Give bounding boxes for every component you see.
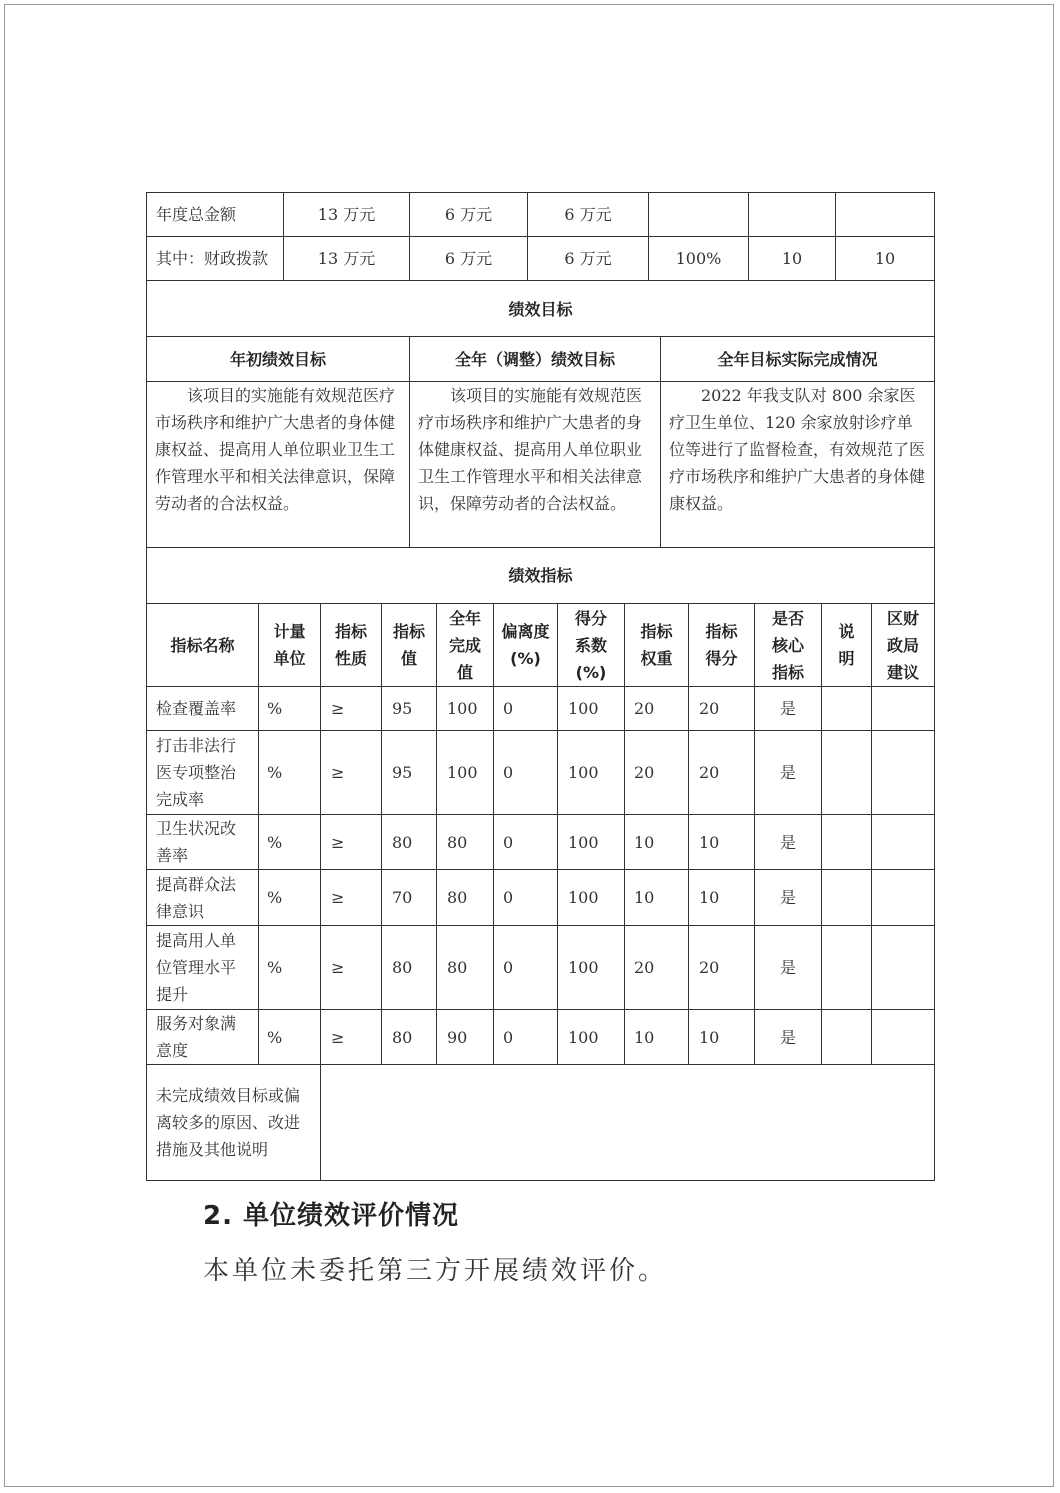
indicators-title: 绩效指标 — [508, 566, 573, 585]
ind-actual: 80 — [447, 888, 468, 907]
ind-value: 80 — [392, 832, 413, 852]
budget-executed: 6 万元 — [564, 205, 612, 224]
ind-header-nature: 指标性质 — [334, 622, 367, 668]
goals-col3-header: 全年目标实际完成情况 — [717, 349, 878, 369]
ind-header-name: 指标名称 — [170, 635, 235, 655]
ind-header-score: 指标得分 — [705, 622, 738, 668]
ind-score: 10 — [699, 1027, 720, 1047]
ind-actual: 100 — [447, 699, 478, 718]
remarks-value — [321, 1065, 934, 1180]
ind-header-unit: 计量单位 — [273, 622, 306, 668]
ind-nature: ≥ — [331, 1027, 345, 1047]
ind-unit: % — [267, 699, 283, 718]
ind-unit: % — [267, 958, 283, 977]
ind-nature: ≥ — [331, 763, 345, 782]
remarks-label: 未完成绩效目标或偏离较多的原因、改进措施及其他说明 — [156, 1086, 301, 1159]
ind-header-actual: 全年完成值 — [448, 608, 481, 682]
ind-note — [822, 687, 871, 730]
ind-advice — [872, 926, 934, 1009]
goals-col2-header: 全年（调整）绩效目标 — [454, 349, 615, 369]
section-title: 2. 单位绩效评价情况 — [203, 1201, 460, 1231]
ind-core: 是 — [779, 888, 796, 907]
ind-unit: % — [267, 763, 283, 782]
ind-unit: % — [267, 1027, 283, 1047]
budget-score — [836, 193, 934, 236]
ind-note — [822, 815, 871, 869]
budget-score: 10 — [874, 249, 896, 268]
budget-adjusted: 6 万元 — [444, 249, 493, 268]
ind-weight: 20 — [634, 699, 655, 718]
ind-note — [822, 1010, 871, 1064]
budget-weight: 10 — [781, 249, 803, 268]
ind-weight: 20 — [634, 763, 655, 782]
ind-header-coef: 得分系数(%) — [574, 608, 607, 682]
ind-advice — [872, 687, 934, 730]
ind-advice — [872, 1010, 934, 1064]
ind-score: 10 — [699, 832, 720, 852]
ind-score: 10 — [699, 888, 720, 907]
ind-deviation: 0 — [503, 958, 514, 977]
ind-value: 95 — [392, 699, 413, 718]
ind-weight: 10 — [634, 888, 655, 907]
goals-col1-header: 年初绩效目标 — [229, 349, 326, 369]
ind-note — [822, 870, 871, 925]
budget-row-label: 其中：财政拨款 — [156, 249, 269, 268]
budget-executed: 6 万元 — [564, 249, 612, 268]
ind-actual: 80 — [447, 832, 468, 852]
budget-initial: 13 万元 — [317, 249, 376, 268]
ind-coef: 100 — [568, 888, 599, 907]
ind-deviation: 0 — [503, 832, 514, 852]
ind-name: 检查覆盖率 — [156, 699, 237, 718]
ind-unit: % — [267, 832, 283, 852]
ind-name: 提高用人单位管理水平提升 — [156, 931, 237, 1004]
ind-name: 卫生状况改善率 — [156, 819, 237, 865]
ind-actual: 90 — [447, 1027, 468, 1047]
budget-rate: 100% — [675, 249, 722, 268]
ind-core: 是 — [779, 1027, 796, 1047]
ind-deviation: 0 — [503, 1027, 514, 1047]
budget-weight — [749, 193, 835, 236]
ind-value: 80 — [392, 1027, 413, 1047]
ind-weight: 20 — [634, 958, 655, 977]
goals-title: 绩效目标 — [508, 299, 573, 319]
ind-deviation: 0 — [503, 699, 514, 718]
ind-weight: 10 — [634, 1027, 655, 1047]
ind-coef: 100 — [568, 763, 599, 782]
ind-advice — [872, 870, 934, 925]
ind-score: 20 — [699, 958, 720, 977]
ind-core: 是 — [779, 958, 796, 977]
ind-nature: ≥ — [331, 888, 345, 907]
ind-weight: 10 — [634, 832, 655, 852]
goals-col3-text: 2022 年我支队对 800 余家医疗卫生单位、120 余家放射诊疗单位等进行了监督检查，有效规范了医疗市场秩序和维护广大患者的身体健康权益。 — [669, 386, 926, 513]
ind-score: 20 — [699, 699, 720, 718]
budget-adjusted: 6 万元 — [444, 205, 493, 224]
ind-header-advice: 区财政局建议 — [886, 608, 919, 682]
goals-col1-text: 该项目的实施能有效规范医疗市场秩序和维护广大患者的身体健康权益、提高用人单位职业卫生工作管理水平和相关法律意识，保障劳动者的合法权益。 — [155, 386, 396, 513]
ind-deviation: 0 — [503, 763, 514, 782]
ind-actual: 80 — [447, 958, 468, 977]
section-body: 本单位未委托第三方开展绩效评价。 — [203, 1256, 668, 1286]
ind-score: 20 — [699, 763, 720, 782]
ind-unit: % — [267, 888, 283, 907]
ind-advice — [872, 815, 934, 869]
goals-col2-text: 该项目的实施能有效规范医疗市场秩序和维护广大患者的身体健康权益、提高用人单位职业卫生工作管理水平和相关法律意识，保障劳动者的合法权益。 — [418, 386, 643, 513]
ind-note — [822, 926, 871, 1009]
ind-advice — [872, 731, 934, 814]
ind-value: 70 — [392, 888, 413, 907]
ind-deviation: 0 — [503, 888, 514, 907]
ind-header-note: 说明 — [838, 622, 855, 668]
ind-coef: 100 — [568, 699, 599, 718]
ind-note — [822, 731, 871, 814]
ind-header-weight: 指标权重 — [640, 622, 673, 668]
ind-core: 是 — [779, 763, 796, 782]
ind-coef: 100 — [568, 1027, 599, 1047]
ind-value: 95 — [392, 763, 413, 782]
budget-row-label: 年度总金额 — [156, 205, 237, 224]
ind-header-core: 是否核心指标 — [771, 608, 804, 682]
ind-header-deviation: 偏离度(%) — [501, 622, 550, 668]
ind-nature: ≥ — [331, 958, 345, 977]
ind-nature: ≥ — [331, 832, 345, 852]
ind-name: 打击非法行医专项整治完成率 — [156, 736, 237, 809]
ind-actual: 100 — [447, 763, 478, 782]
budget-rate — [649, 193, 748, 236]
ind-core: 是 — [779, 699, 796, 718]
budget-initial: 13 万元 — [317, 205, 376, 224]
ind-coef: 100 — [568, 958, 599, 977]
ind-nature: ≥ — [331, 699, 345, 718]
ind-name: 提高群众法律意识 — [156, 874, 237, 921]
ind-value: 80 — [392, 958, 413, 977]
ind-core: 是 — [779, 832, 796, 852]
ind-header-value: 指标值 — [392, 622, 425, 668]
ind-name: 服务对象满意度 — [156, 1014, 237, 1060]
ind-coef: 100 — [568, 832, 599, 852]
